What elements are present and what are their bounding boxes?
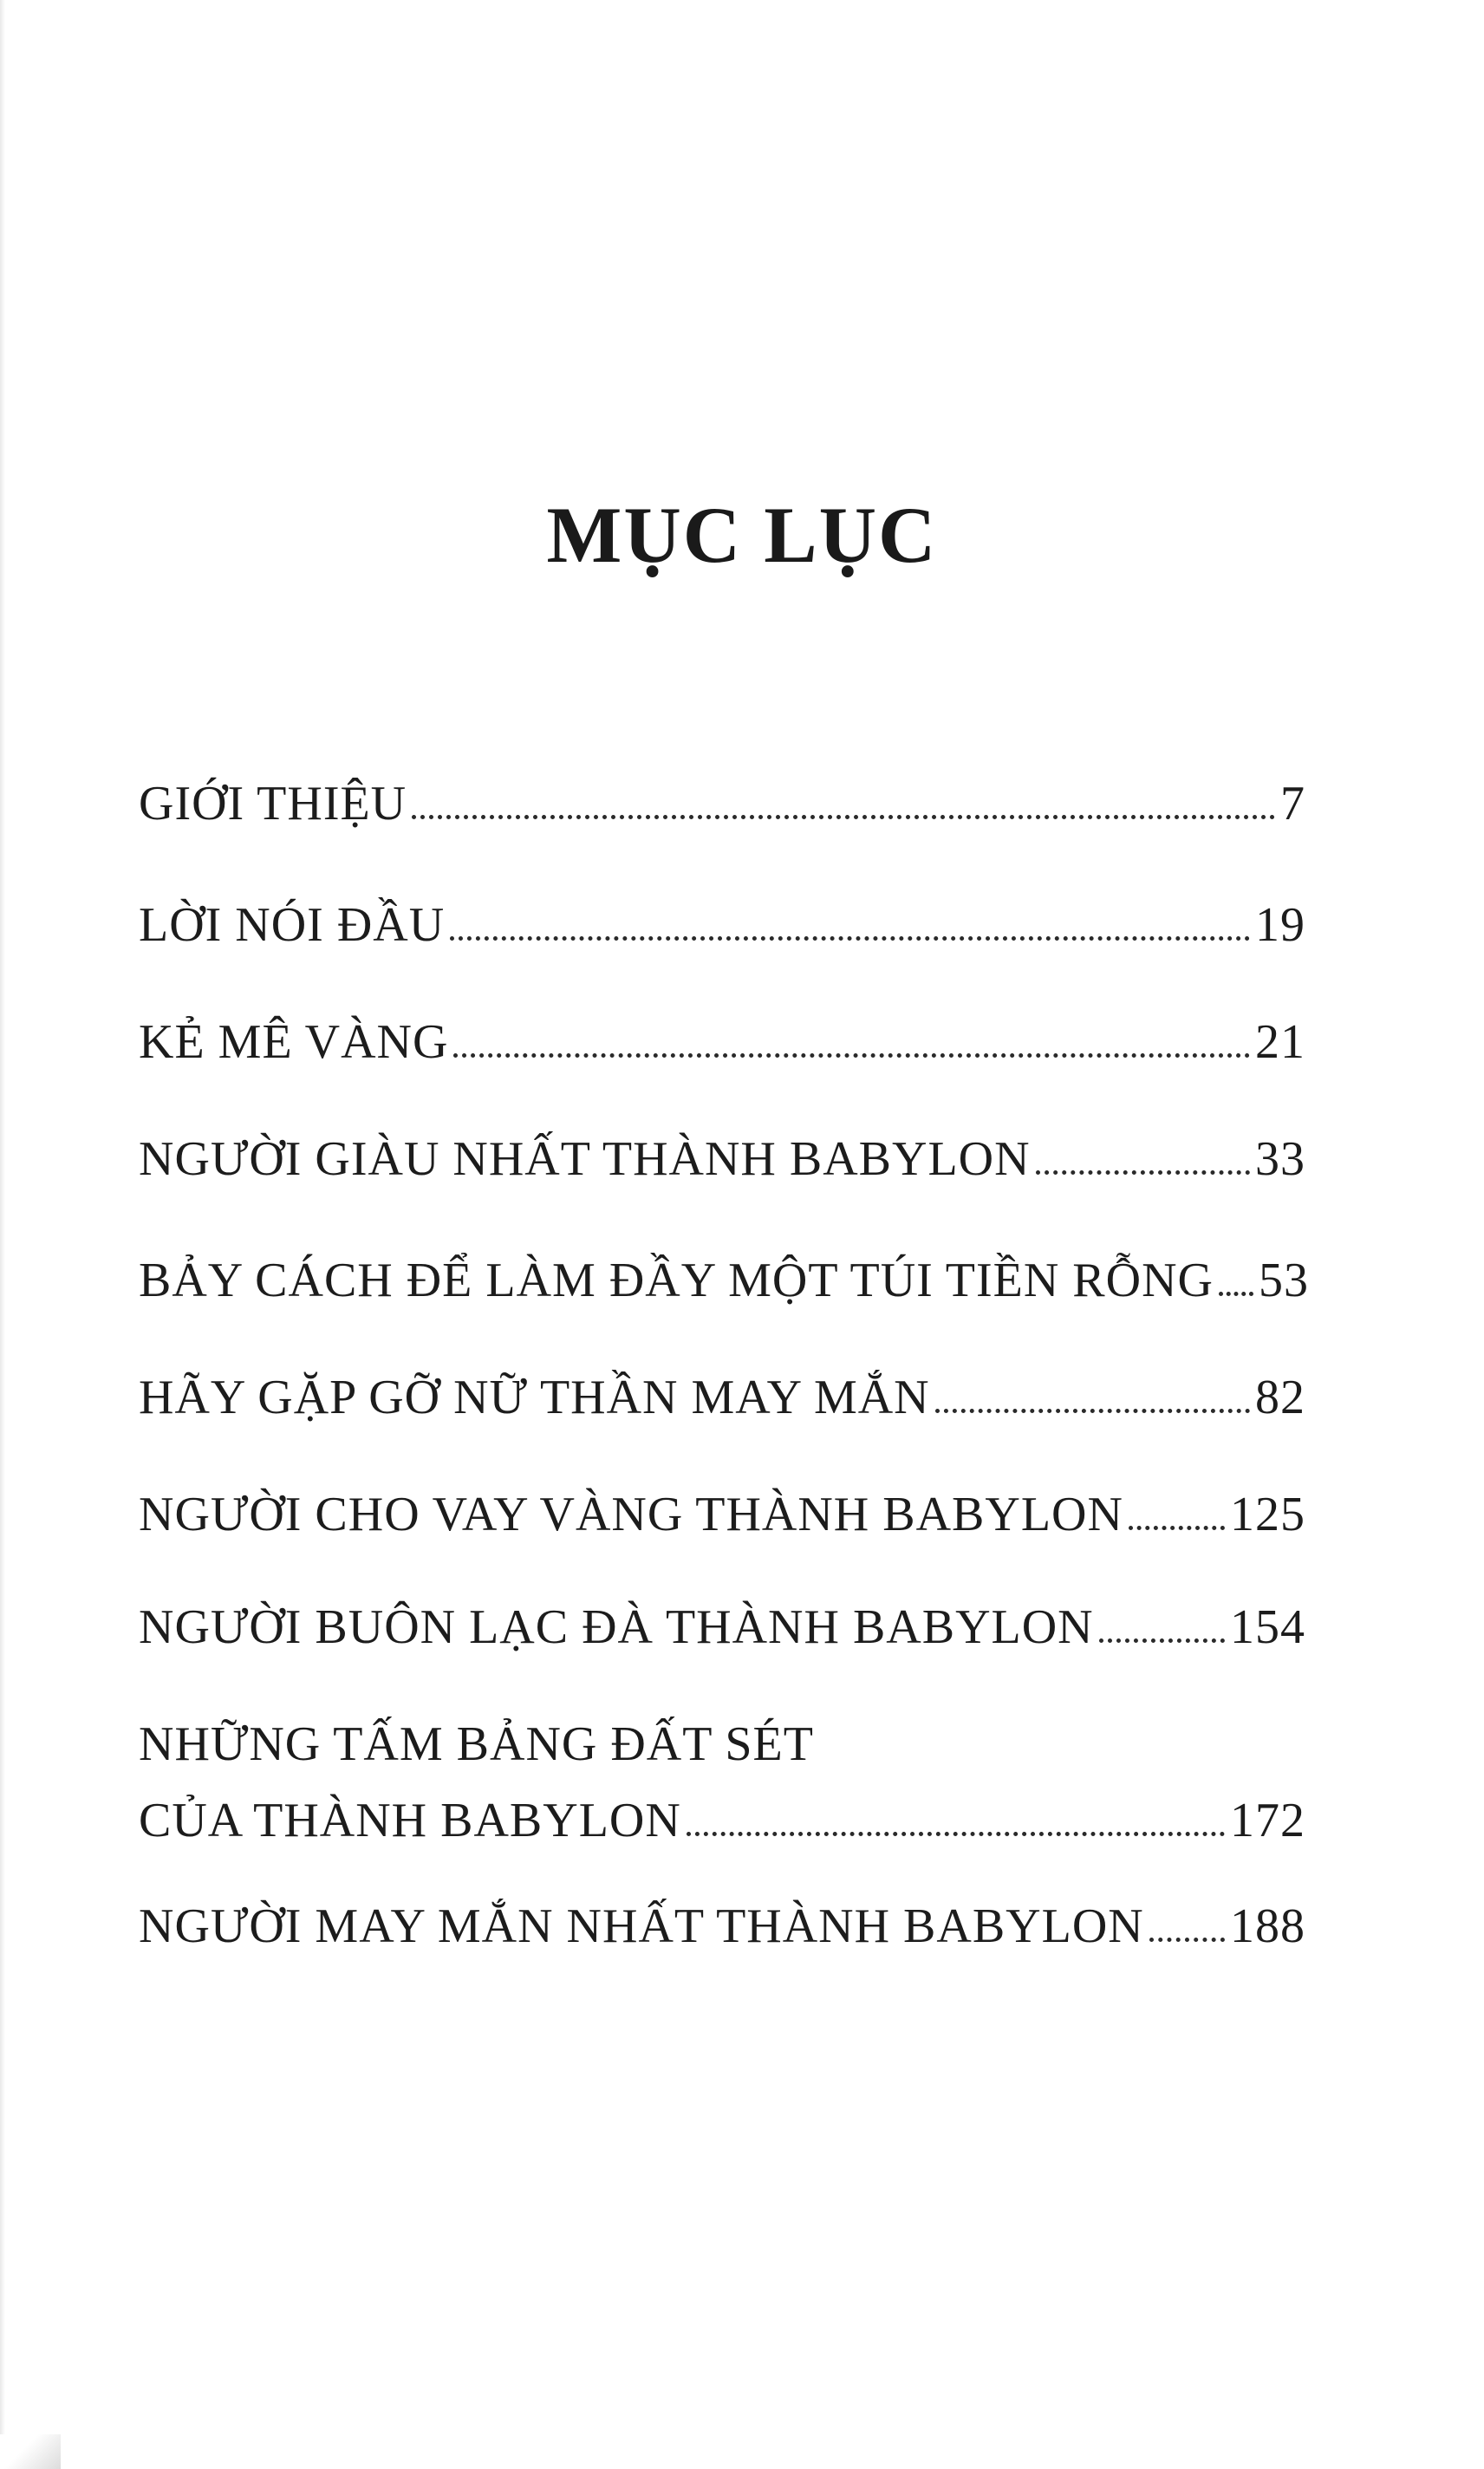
dot-leader: [687, 1832, 1225, 1836]
dot-leader: [1149, 1938, 1225, 1942]
toc-page-number: 7: [1280, 777, 1305, 831]
page-edge-shadow: [0, 0, 5, 2469]
toc-row: [139, 1899, 1305, 1954]
dot-leader: [1219, 1292, 1253, 1296]
toc-page-number: 125: [1230, 1488, 1305, 1541]
toc-row: [139, 1131, 1305, 1187]
toc-entry-title: HÃY GẶP GỠ NỮ THẦN MAY MẮN: [139, 1371, 930, 1424]
toc-row: [139, 1253, 1309, 1308]
toc-row: [139, 1599, 1305, 1655]
page-corner-shadow: [0, 2434, 61, 2469]
toc-entry: [139, 1253, 1309, 1308]
toc-entry-title: KẺ MÊ VÀNG: [139, 1015, 449, 1069]
toc-entry-title: NGƯỜI BUÔN LẠC ĐÀ THÀNH BABYLON: [139, 1600, 1094, 1654]
toc-entry: [139, 1370, 1305, 1425]
toc-entry-title: NGƯỜI GIÀU NHẤT THÀNH BABYLON: [139, 1132, 1031, 1186]
toc-row: [139, 1487, 1305, 1542]
toc-entry-title-line2: CỦA THÀNH BABYLON: [139, 1794, 681, 1848]
toc-page-number: 19: [1255, 898, 1305, 952]
dot-leader: [453, 1053, 1250, 1058]
dot-leader: [1036, 1170, 1250, 1175]
toc-row: [139, 1370, 1305, 1425]
page-title: MỤC LỤC: [546, 490, 938, 579]
toc-page-number: 188: [1230, 1899, 1305, 1953]
toc-page-number: 53: [1258, 1254, 1309, 1307]
dot-leader: [1099, 1638, 1225, 1643]
toc-entry: [139, 1899, 1305, 1954]
toc-entry-title: NGƯỜI MAY MẮN NHẤT THÀNH BABYLON: [139, 1899, 1144, 1953]
toc-page-number: 172: [1230, 1794, 1305, 1848]
toc-entry-title: GIỚI THIỆU: [139, 777, 407, 831]
toc-row: [139, 1793, 1305, 1848]
toc-entry-title: NGƯỜI CHO VAY VÀNG THÀNH BABYLON: [139, 1488, 1123, 1541]
toc-row: [139, 1014, 1305, 1070]
toc-entry: [139, 1487, 1305, 1542]
toc-entry-title: LỜI NÓI ĐẦU: [139, 898, 446, 952]
dot-leader: [412, 815, 1275, 819]
toc-entry: [139, 776, 1305, 831]
toc-entry-title-line1: NHỮNG TẤM BẢNG ĐẤT SÉT: [139, 1717, 814, 1771]
toc-entry: [139, 1131, 1305, 1187]
toc-entry-two-line: [139, 1717, 1305, 1849]
toc-page-number: 154: [1230, 1600, 1305, 1654]
toc-row: [139, 776, 1305, 831]
toc-entry-title: BẢY CÁCH ĐỂ LÀM ĐẦY MỘT TÚI TIỀN RỖNG: [139, 1254, 1214, 1307]
dot-leader: [935, 1409, 1250, 1413]
toc-page-number: 21: [1255, 1015, 1305, 1069]
toc-page-number: 82: [1255, 1371, 1305, 1424]
toc-page-number: 33: [1255, 1132, 1305, 1186]
toc-entry: [139, 1014, 1305, 1070]
dot-leader: [1129, 1526, 1225, 1530]
toc-row: [139, 897, 1305, 953]
toc-entry: [139, 1599, 1305, 1655]
dot-leader: [450, 936, 1250, 941]
toc-entry: [139, 897, 1305, 953]
